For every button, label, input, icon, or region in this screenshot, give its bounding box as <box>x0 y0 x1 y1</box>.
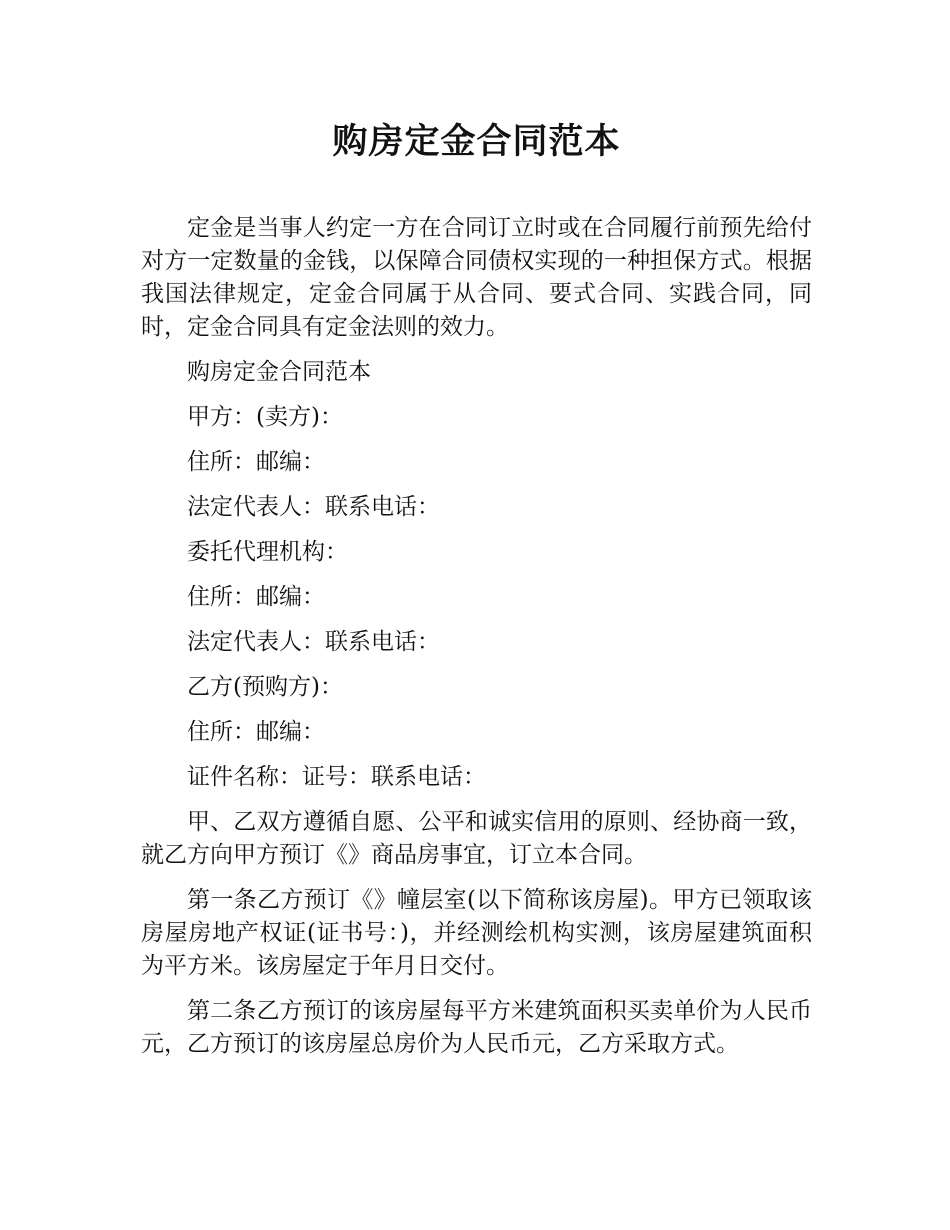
party-a-representative-line: 法定代表人：联系电话： <box>187 494 440 520</box>
intro-paragraph: 定金是当事人约定一方在合同订立时或在合同履行前预先给付对方一定数量的金钱，以保障合同债权实现的一种担保方式。根据我国法律规定，定金合同属于从合同、要式合同、实践合同，同时，定金合同具有定金法则的效力。 <box>141 215 812 340</box>
article-2-paragraph: 第二条乙方预订的该房屋每平方米建筑面积买卖单价为人民币元，乙方预订的该房屋总房价为人民币元，乙方采取方式。 <box>141 998 812 1057</box>
party-b-address-line: 住所：邮编： <box>187 719 325 745</box>
agency-line: 委托代理机构： <box>187 539 348 565</box>
agency-address-line: 住所：邮编： <box>187 584 325 610</box>
article-1-paragraph: 第一条乙方预订《》幢层室(以下简称该房屋)。甲方已领取该房屋房地产权证(证书号：)，并经测绘机构实测，该房屋建筑面积为平方米。该房屋定于年月日交付。 <box>141 887 812 979</box>
party-a-address-line: 住所：邮编： <box>187 449 325 475</box>
party-b-id-line: 证件名称：证号：联系电话： <box>187 764 486 790</box>
document-title: 购房定金合同范本 <box>332 122 621 162</box>
party-a-line: 甲方：(卖方)： <box>187 404 343 430</box>
party-b-line: 乙方(预购方)： <box>187 674 343 700</box>
agreement-paragraph: 甲、乙双方遵循自愿、公平和诚实信用的原则、经协商一致，就乙方向甲方预订《》商品房事宜，订立本合同。 <box>141 809 812 868</box>
agency-representative-line: 法定代表人：联系电话： <box>187 629 440 655</box>
subtitle-line: 购房定金合同范本 <box>187 359 371 385</box>
